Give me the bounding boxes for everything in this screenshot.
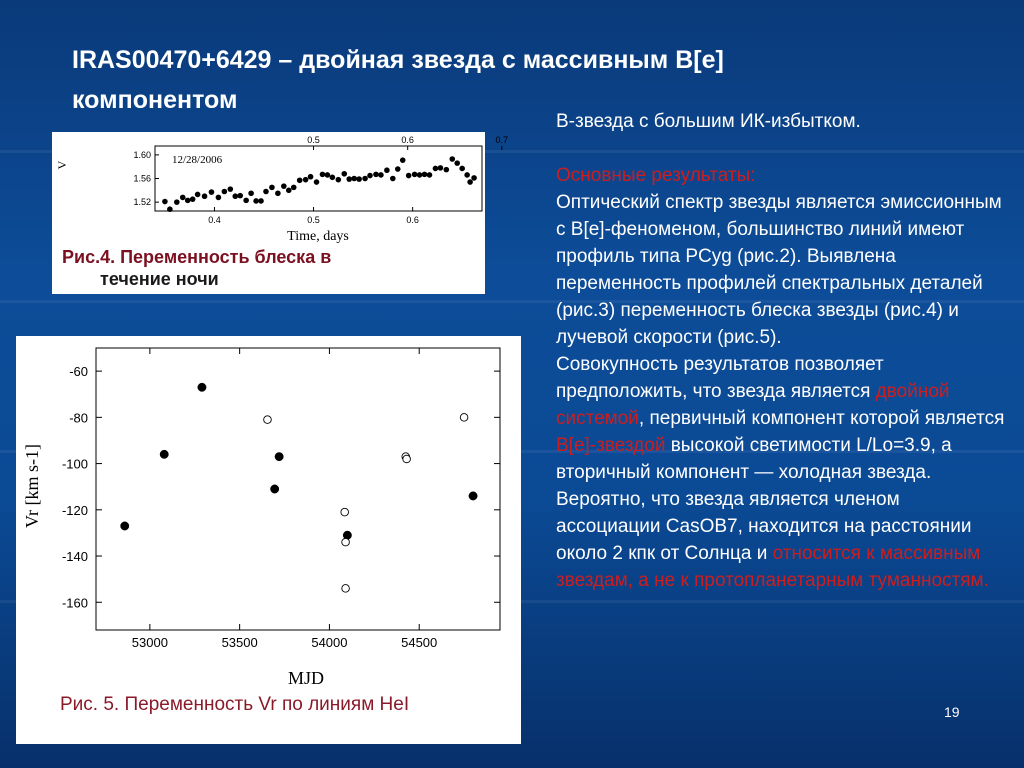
filled-data-point: [198, 383, 206, 391]
results-text: [556, 108, 1006, 594]
data-point: [209, 189, 215, 195]
data-point: [390, 176, 396, 182]
figure-4: [52, 132, 509, 294]
text-span: высокой светимости L/Lo=3.9, а вторичный компонент — холодная звезда.: [556, 435, 952, 483]
data-point: [373, 172, 379, 178]
filled-data-point: [275, 452, 283, 460]
data-point: [400, 157, 406, 163]
open-data-point: [342, 585, 350, 593]
top-tick-label: 0.7: [495, 135, 509, 145]
figure-4-caption: [62, 246, 482, 290]
data-point: [185, 198, 191, 204]
open-data-point: [264, 416, 272, 424]
x-tick-label: 0.4: [208, 215, 221, 225]
data-point: [384, 167, 390, 173]
data-point: [275, 190, 281, 196]
data-point: [243, 198, 249, 204]
data-point: [263, 189, 269, 195]
data-point: [180, 195, 186, 201]
y-tick-label: 1.60: [133, 149, 151, 160]
data-point: [258, 198, 264, 204]
data-point: [438, 165, 444, 171]
filled-data-point: [270, 485, 278, 493]
figure-5-caption: Рис. 5. Переменность Vr по линиям HeI: [60, 694, 410, 715]
x-tick-label: 0.6: [406, 215, 419, 225]
open-data-point: [403, 455, 411, 463]
open-data-point: [460, 414, 468, 422]
data-point: [454, 160, 460, 166]
data-point: [341, 171, 347, 177]
figure-4-caption-line1: Рис.4. Переменность блеска в: [62, 247, 332, 267]
data-point: [412, 172, 418, 178]
data-point: [336, 177, 342, 183]
data-point: [427, 172, 433, 178]
x-tick-label: 54000: [311, 635, 348, 650]
data-point: [281, 183, 287, 189]
data-point: [216, 195, 222, 201]
intro-line: B-звезда с большим ИК-избытком.: [556, 111, 861, 132]
y-tick-label: -140: [61, 549, 88, 565]
data-point: [356, 176, 362, 182]
data-point: [325, 172, 331, 178]
y-tick-label: -100: [61, 456, 88, 472]
figure-4-caption-line2: течение ночи: [100, 269, 219, 289]
data-point: [417, 172, 423, 178]
data-point: [228, 186, 234, 192]
open-data-point: [341, 508, 349, 516]
data-point: [459, 166, 465, 172]
data-point: [467, 179, 473, 185]
data-point: [330, 175, 336, 181]
data-point: [297, 177, 303, 183]
x-tick-label: 0.5: [307, 215, 320, 225]
x-tick-label: 53000: [131, 635, 168, 650]
data-point: [346, 176, 352, 182]
data-point: [406, 173, 412, 179]
highlight-binary-system: двойной системой: [556, 381, 950, 429]
light-curve-chart: [52, 132, 509, 252]
data-point: [351, 176, 357, 182]
data-point: [378, 172, 384, 178]
results-paragraph-3: [556, 486, 1006, 594]
data-point: [248, 190, 254, 196]
x-axis-label: Time, days: [287, 229, 349, 244]
top-tick-label: 0.5: [307, 135, 320, 145]
data-point: [367, 173, 373, 179]
data-point: [308, 174, 314, 180]
filled-data-point: [469, 492, 477, 500]
data-point: [444, 167, 450, 173]
data-point: [449, 156, 455, 162]
data-point: [464, 172, 470, 178]
y-tick-label: -120: [61, 502, 88, 518]
data-point: [253, 198, 259, 204]
y-axis-label: V: [55, 160, 69, 170]
data-point: [286, 188, 292, 194]
top-tick-label: 0.6: [401, 135, 414, 145]
results-paragraph-2: [556, 351, 1006, 486]
radial-velocity-chart: [16, 336, 521, 696]
data-point: [320, 172, 326, 178]
text-span: , первичный компонент которой является: [638, 408, 1005, 429]
filled-data-point: [160, 450, 168, 458]
data-point: [269, 185, 275, 191]
figure-5: [16, 336, 521, 744]
data-point: [167, 206, 173, 212]
open-data-point: [342, 538, 350, 546]
filled-data-point: [121, 522, 129, 530]
y-axis-label: Vr [km s-1]: [22, 444, 42, 528]
text-span: Вероятно, что звезда является членом ассоциации CasOB7, находится на расстоянии около 2 кпк от Солнца и: [556, 489, 972, 564]
y-tick-label: 1.56: [133, 173, 151, 184]
results-heading: Основные результаты:: [556, 165, 756, 186]
page-number: 19: [944, 704, 960, 720]
data-point: [195, 192, 201, 198]
data-point: [395, 166, 401, 172]
data-point: [303, 177, 309, 183]
y-tick-label: -160: [61, 595, 88, 611]
highlight-be-star: B[e]-звездой: [556, 435, 666, 456]
data-point: [314, 179, 320, 185]
x-axis-label: MJD: [287, 668, 325, 688]
data-point: [433, 166, 439, 172]
y-tick-label: -80: [69, 410, 88, 426]
text-span: Совокупность результатов позволяет предположить, что звезда является: [556, 354, 884, 402]
data-point: [237, 193, 243, 199]
date-annotation: 12/28/2006: [172, 154, 223, 166]
data-point: [222, 189, 228, 195]
data-point: [471, 175, 477, 181]
x-tick-label: 54500: [401, 635, 438, 650]
y-tick-label: -60: [69, 364, 88, 380]
results-paragraph-1: Оптический спектр звезды является эмиссионным с B[e]-феноменом, большинство линий имеют профиль типа PCyg (рис.2). Выявлена переменность профилей спектральных деталей (рис.3) переменность блеска звезды (рис.4) и лучевой скорости (рис.5).: [556, 192, 1002, 348]
highlight-conclusion: относится к массивным звездам, а не к протопланетарным туманностям.: [556, 543, 989, 591]
slide-title: IRAS00470+6429 – двойная звезда с массивным B[e] компонентом: [72, 46, 724, 114]
data-point: [232, 193, 238, 199]
data-point: [190, 196, 196, 202]
y-tick-label: 1.52: [133, 197, 151, 208]
data-point: [362, 176, 368, 182]
data-point: [291, 185, 297, 191]
x-tick-label: 53500: [221, 635, 258, 650]
plot-frame: [96, 348, 500, 630]
data-point: [162, 199, 168, 205]
data-point: [422, 172, 428, 178]
data-point: [202, 193, 208, 199]
data-point: [174, 199, 180, 205]
